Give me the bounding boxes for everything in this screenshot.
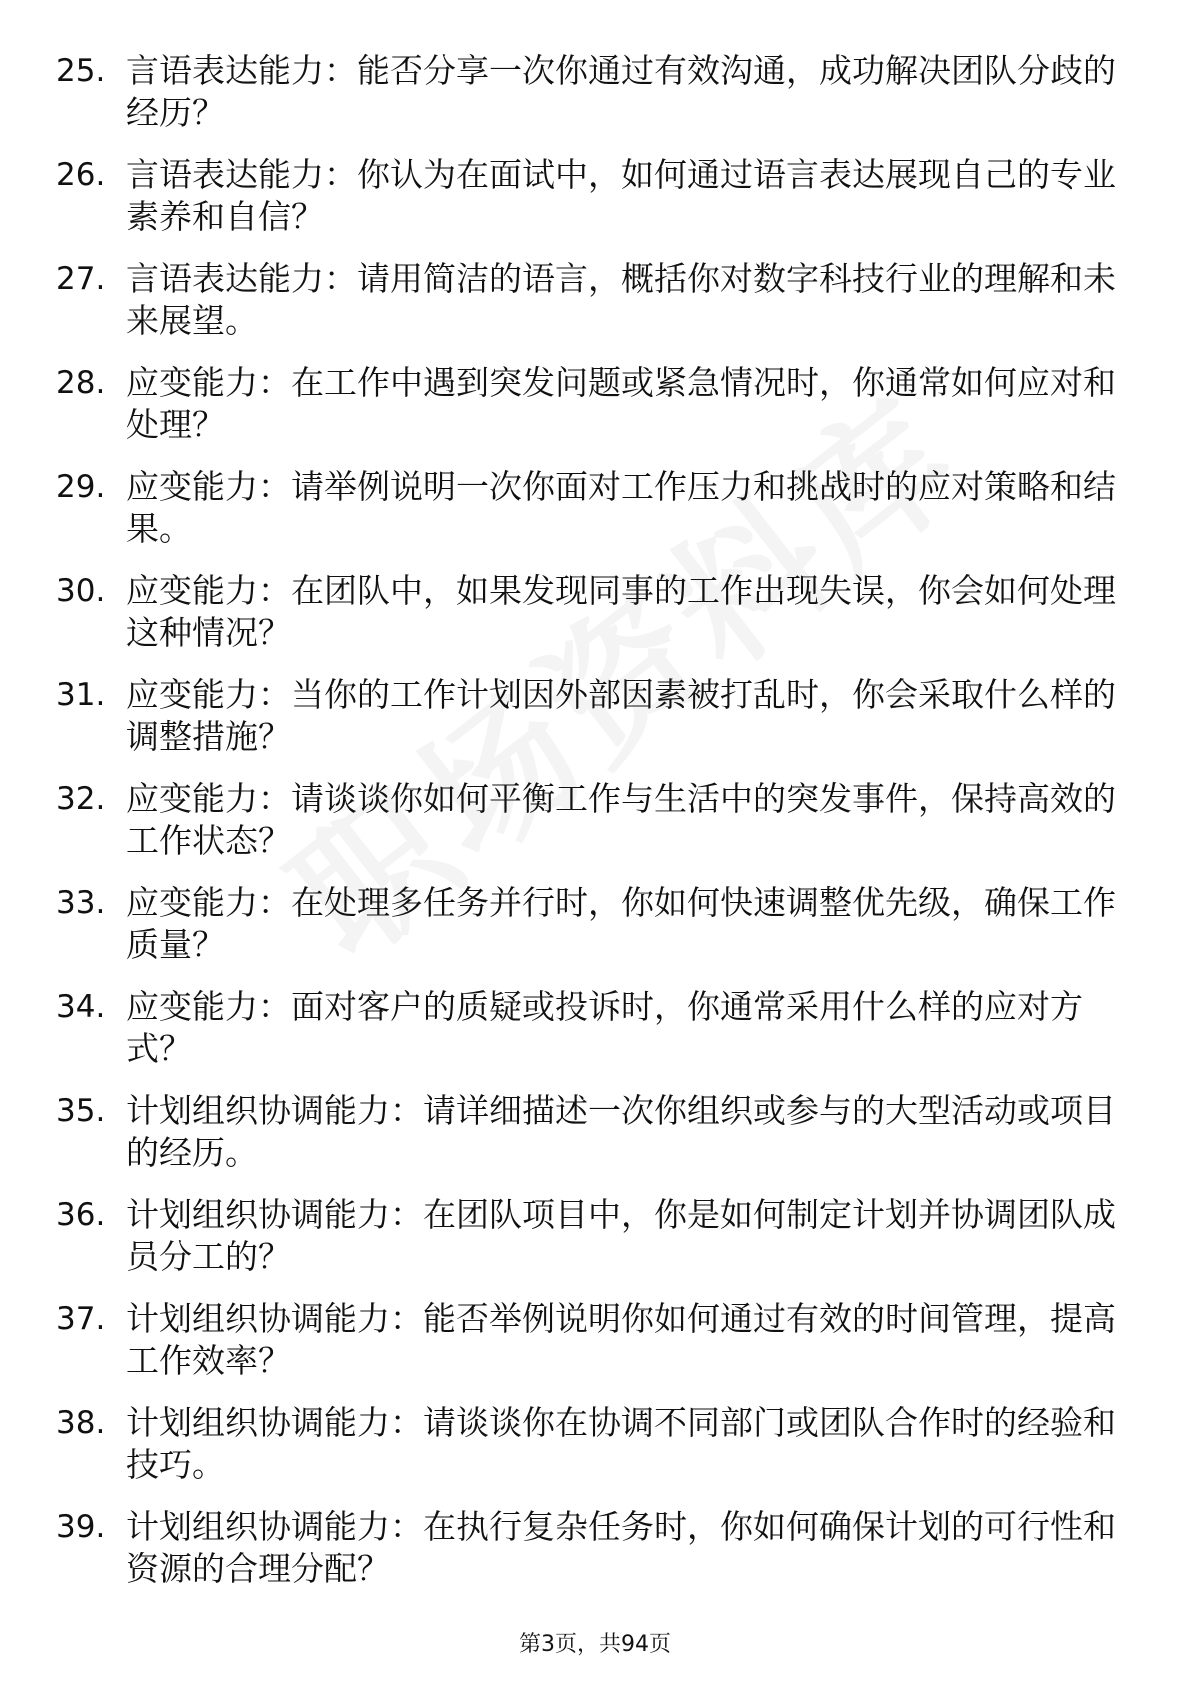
question-text: 应变能力：请谈谈你如何平衡工作与生活中的突发事件，保持高效的工作状态？ — [126, 779, 1116, 860]
question-text: 计划组织协调能力：在团队项目中，你是如何制定计划并协调团队成员分工的？ — [126, 1195, 1116, 1276]
question-list — [56, 50, 1126, 1610]
question-number: 26. — [56, 157, 106, 193]
question-item — [56, 882, 1126, 986]
question-number: 29. — [56, 469, 106, 505]
question-number: 35. — [56, 1093, 106, 1129]
question-text: 应变能力：请举例说明一次你面对工作压力和挑战时的应对策略和结果。 — [126, 467, 1116, 548]
question-text: 计划组织协调能力：能否举例说明你如何通过有效的时间管理，提高工作效率？ — [126, 1299, 1116, 1380]
question-item — [56, 1298, 1126, 1402]
question-text: 计划组织协调能力：请详细描述一次你组织或参与的大型活动或项目的经历。 — [126, 1091, 1116, 1172]
question-text: 应变能力：在处理多任务并行时，你如何快速调整优先级，确保工作质量？ — [126, 883, 1116, 964]
question-number: 28. — [56, 365, 106, 401]
question-text: 言语表达能力：你认为在面试中，如何通过语言表达展现自己的专业素养和自信？ — [126, 155, 1116, 236]
page-footer: 第3页，共94页 — [519, 1632, 671, 1657]
question-number: 30. — [56, 573, 106, 609]
question-number: 38. — [56, 1405, 106, 1441]
question-text: 应变能力：在工作中遇到突发问题或紧急情况时，你通常如何应对和处理？ — [126, 363, 1116, 444]
question-item — [56, 154, 1126, 258]
question-item — [56, 674, 1126, 778]
question-item — [56, 466, 1126, 570]
question-number: 33. — [56, 885, 106, 921]
question-item — [56, 50, 1126, 154]
question-item — [56, 362, 1126, 466]
question-number: 37. — [56, 1301, 106, 1337]
question-text: 言语表达能力：能否分享一次你通过有效沟通，成功解决团队分歧的经历？ — [126, 51, 1116, 132]
question-text: 计划组织协调能力：请谈谈你在协调不同部门或团队合作时的经验和技巧。 — [126, 1403, 1116, 1484]
question-text: 计划组织协调能力：在执行复杂任务时，你如何确保计划的可行性和资源的合理分配？ — [126, 1507, 1116, 1588]
question-item — [56, 1194, 1126, 1298]
question-text: 应变能力：在团队中，如果发现同事的工作出现失误，你会如何处理这种情况？ — [126, 571, 1116, 652]
question-text: 应变能力：面对客户的质疑或投诉时，你通常采用什么样的应对方式？ — [126, 987, 1083, 1068]
question-number: 25. — [56, 53, 106, 89]
question-item — [56, 1090, 1126, 1194]
question-text: 应变能力：当你的工作计划因外部因素被打乱时，你会采取什么样的调整措施？ — [126, 675, 1116, 756]
question-number: 34. — [56, 989, 106, 1025]
question-number: 32. — [56, 781, 106, 817]
question-item — [56, 778, 1126, 882]
question-item — [56, 1506, 1126, 1610]
question-item — [56, 986, 1126, 1090]
question-item — [56, 570, 1126, 674]
question-text: 言语表达能力：请用简洁的语言，概括你对数字科技行业的理解和未来展望。 — [126, 259, 1116, 340]
question-number: 31. — [56, 677, 106, 713]
question-number: 39. — [56, 1509, 106, 1545]
question-item — [56, 258, 1126, 362]
question-item — [56, 1402, 1126, 1506]
question-number: 27. — [56, 261, 106, 297]
question-number: 36. — [56, 1197, 106, 1233]
